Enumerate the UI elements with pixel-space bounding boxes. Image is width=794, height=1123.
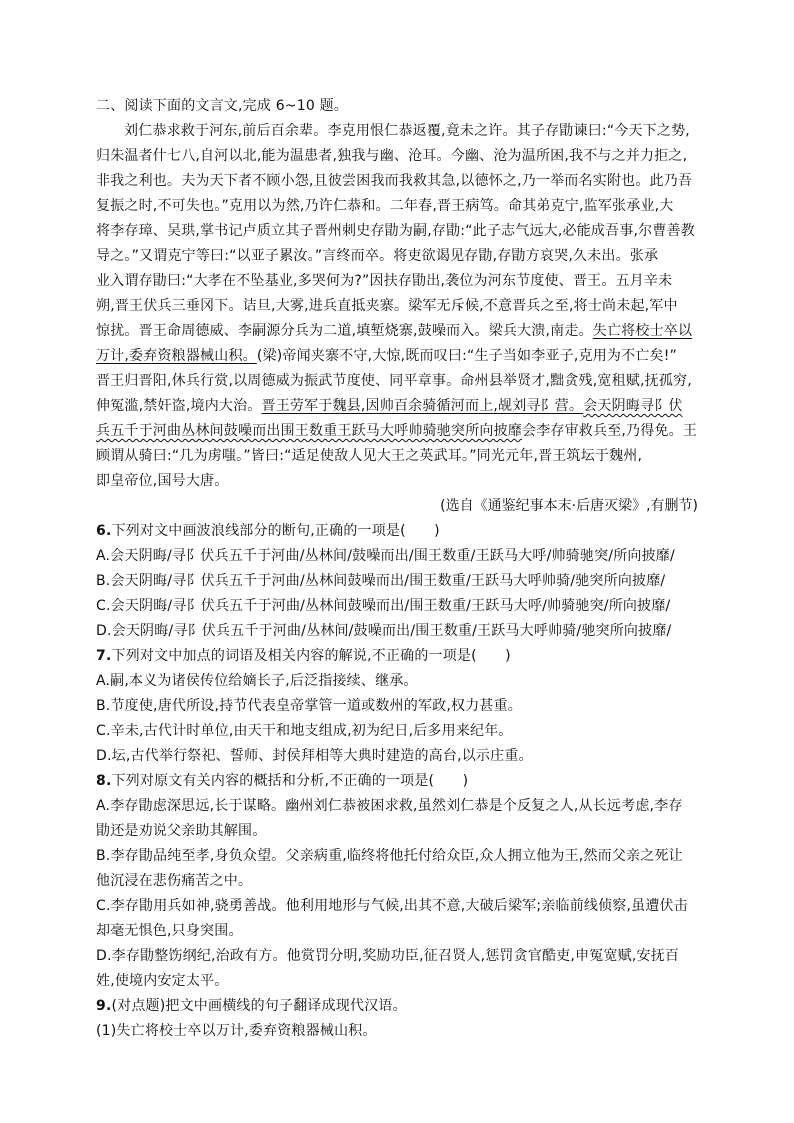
underlined-sentence-2: 晋王劳军于魏县,因帅百余骑循河而上,觇刘寻阝营。 <box>261 398 584 414</box>
passage-line: 顾谓从骑曰:“几为虏嗤。”皆曰:“适足使敌人见大王之英武耳。”同光元年,晋王筑坛于魏州, <box>96 448 643 464</box>
question-text: (对点题)把文中画横线的句子翻译成现代汉语。 <box>111 998 407 1014</box>
option-b: B.李存勖品纯至孝,身负众望。父亲病重,临终将他托付给众臣,众人拥立他为王,然而父亲之死让 <box>96 848 683 864</box>
option-b: B.节度使,唐代所设,持节代表皇帝掌管一道或数州的军政,权力甚重。 <box>96 698 523 714</box>
option-c: C.会天阴晦/寻阝伏兵五千于河曲/丛林间鼓噪而出/围王数重/王跃马大呼/帅骑驰突/所向披靡/ <box>96 598 671 614</box>
passage-text: 伸冤滥,禁奸盗,境内大治。 <box>96 398 262 414</box>
passage-line: 朔,晋王伏兵三垂冈下。诘旦,大雾,进兵直抵夹寨。梁军无斥候,不意晋兵之至,将士尚未起,军中 <box>96 298 678 314</box>
underlined-sentence-1-cont: 万计,委弃资粮器械山积。 <box>96 348 257 364</box>
passage-line: 刘仁恭求救于河东,前后百余辈。李克用恨仁恭返覆,竟未之许。其子存勖谏曰:“今天下之势, <box>124 123 690 139</box>
passage-line <box>96 321 692 341</box>
option-c-cont: 却毫无惧色,只身突围。 <box>96 923 243 939</box>
option-b: B.会天阴晦/寻阝伏兵五千于河曲/丛林间鼓噪而出/围王数重/王跃马大呼帅骑/驰突所向披靡/ <box>96 573 666 589</box>
question-number: 6. <box>96 523 112 539</box>
option-d-cont: 姓,使境内安定太平。 <box>96 973 229 989</box>
option-a-cont: 勖还是劝说父亲助其解围。 <box>96 823 267 839</box>
passage-source: (选自《通鉴纪事本末·后唐灭梁》,有删节) <box>440 498 698 514</box>
wavy-underlined-text: 会天阴晦寻阝伏 <box>583 398 683 414</box>
passage-text: (梁)帝闻夹寨不守,大惊,既而叹曰:“生子当如李亚子,克用为不亡矣!” <box>256 348 677 364</box>
question-text: 下列对文中画波浪线部分的断句,正确的一项是( ) <box>111 523 440 539</box>
option-a: A.会天阴晦/寻阝伏兵五千于河曲/丛林间/鼓噪而出/围王数重/王跃马大呼/帅骑驰突/所向披靡/ <box>96 548 675 564</box>
question-stem <box>96 996 407 1016</box>
passage-text: 会李存审救兵至,乃得免。王 <box>522 423 698 439</box>
passage-line <box>96 346 677 366</box>
section-title: 二、阅读下面的文言文,完成 6~10 题。 <box>96 98 349 114</box>
option-d: D.李存勖整饬纲纪,治政有方。他赏罚分明,奖励功臣,征召贤人,惩罚贪官酷吏,申冤宽赋,安抚百 <box>96 948 680 964</box>
passage-line <box>96 396 683 416</box>
question-number: 7. <box>96 648 112 664</box>
option-c: C.李存勖用兵如神,骁勇善战。他利用地形与气候,出其不意,大破后梁军;亲临前线侦察,虽遭伏击 <box>96 898 688 914</box>
question-stem <box>96 646 511 666</box>
option-a: A.李存勖虑深思远,长于谋略。幽州刘仁恭被困求救,虽然刘仁恭是个反复之人,从长远考虑,李存 <box>96 798 683 814</box>
passage-line: 业入谓存勖曰:“大孝在不坠基业,多哭何为?”因扶存勖出,袭位为河东节度使、晋王。五月辛未 <box>96 273 673 289</box>
option-d: D.会天阴晦/寻阝伏兵五千于河曲/丛林间/鼓噪而出/围王数重/王跃马大呼帅骑/驰突所向披靡/ <box>96 623 672 639</box>
passage-line: 复振之时,不可失也。”克用以为然,乃许仁恭和。二年春,晋王病笃。命其弟克宁,监军张承业,大 <box>96 198 674 214</box>
question-stem <box>96 771 468 791</box>
question-text: 下列对原文有关内容的概括和分析,不正确的一项是( ) <box>111 773 469 789</box>
question-number: 9. <box>96 998 112 1014</box>
passage-line: 将李存璋、吴珙,掌书记卢质立其子晋州刺史存勖为嗣,存勖:“此子志气远大,必能成吾事,尔曹善教 <box>96 223 695 239</box>
option-a: A.嗣,本义为诸侯传位给嫡长子,后泛指接续、继承。 <box>96 673 418 689</box>
passage-line: 晋王归晋阳,休兵行赏,以周德威为振武节度使、同平章事。命州县举贤才,黜贪残,宽租赋,抚孤穷, <box>96 373 692 389</box>
wavy-underlined-text-cont: 兵五千于河曲丛林间鼓噪而出围王数重王跃马大呼帅骑驰突所向披靡 <box>96 423 522 439</box>
passage-line: 归朱温者什七八,自河以北,能为温患者,独我与幽、沧耳。今幽、沧为温所困,我不与之并力拒之, <box>96 148 688 164</box>
passage-line: 非我之利也。夫为天下者不顾小怨,且彼尝困我而我救其急,以德怀之,乃一举而名实附也。此乃吾 <box>96 173 693 189</box>
passage-line: 导之。”又谓克宁等曰:“以亚子累汝。”言终而卒。将吏欲谒见存勖,存勖方哀哭,久未出。张承 <box>96 248 659 264</box>
question-stem <box>96 521 440 541</box>
translation-item-1: (1)失亡将校士卒以万计,委弃资粮器械山积。 <box>96 1023 377 1039</box>
option-b-cont: 他沉浸在悲伤痛苦之中。 <box>96 873 253 889</box>
passage-line <box>96 421 697 441</box>
option-c: C.辛未,古代计时单位,由天干和地支组成,初为纪日,后多用来纪年。 <box>96 723 513 739</box>
underlined-sentence-1: 失亡将校士卒以 <box>592 323 693 339</box>
option-d: D.坛,古代举行祭祀、誓师、封侯拜相等大典时建造的高台,以示庄重。 <box>96 748 533 764</box>
question-text: 下列对文中加点的词语及相关内容的解说,不正确的一项是( ) <box>111 648 511 664</box>
passage-text: 惊扰。晋王命周德威、李嗣源分兵为二道,填堑烧寨,鼓噪而入。梁兵大溃,南走。 <box>96 323 593 339</box>
question-number: 8. <box>96 773 112 789</box>
passage-line: 即皇帝位,国号大唐。 <box>96 473 229 489</box>
